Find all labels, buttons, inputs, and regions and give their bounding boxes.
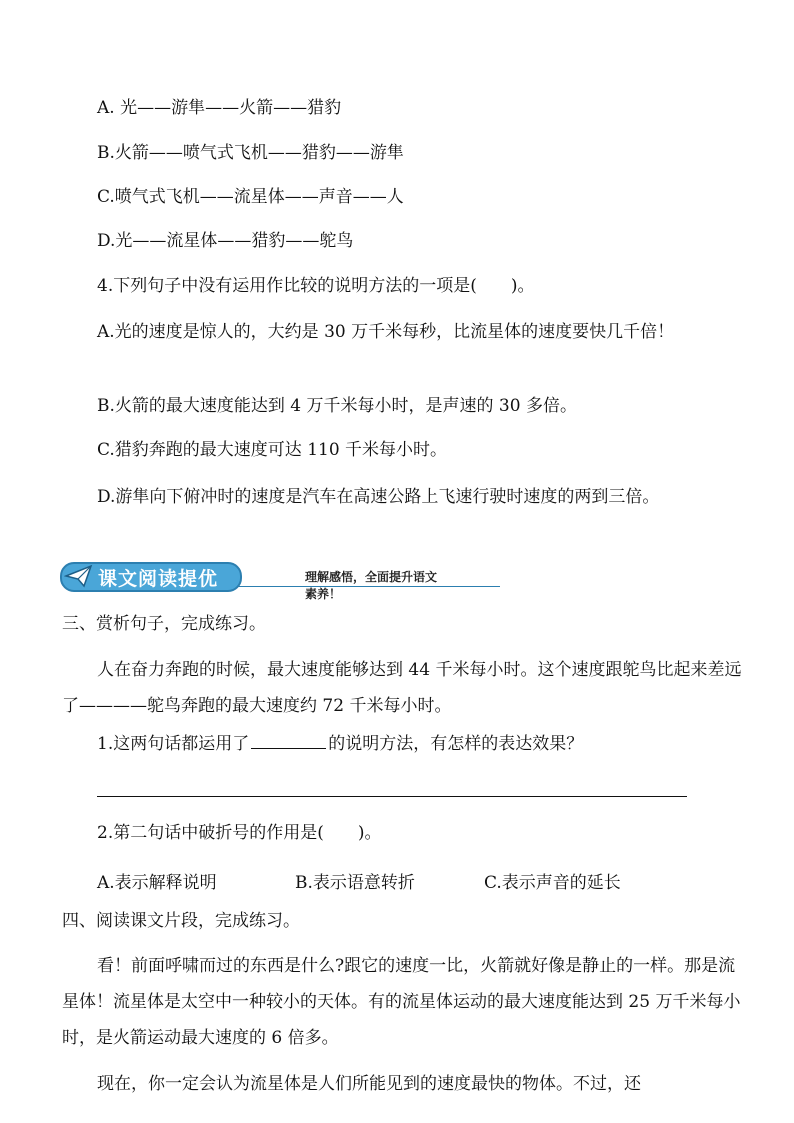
q2-option-b: B.表示语意转折 [295,873,415,893]
q3-option-c: C.喷气式飞机——流星体——声音——人 [97,187,404,207]
section4-paragraph-2: 现在，你一定会认为流星体是人们所能见到的速度最快的物体。不过，还 [97,1074,641,1094]
q3-option-b: B.火箭——喷气式飞机——猎豹——游隼 [97,143,404,163]
q3-option-a: A. 光——游隼——火箭——猎豹 [97,98,342,118]
section3-heading: 三、赏析句子，完成练习。 [62,614,266,634]
q4-stem: 4.下列句子中没有运用作比较的说明方法的一项是( )。 [97,276,535,296]
section4-paragraph-1: 看！前面呼啸而过的东西是什么?跟它的速度一比，火箭就好像是静止的一样。那是流星体！流星体是太空中一种较小的天体。有的流星体运动的最大速度能达到 25 万千米每小时，是火箭运动最大速度的 6 倍多。 [62,956,741,1048]
q2-options-row [97,868,717,893]
q2-option-a: A.表示解释说明 [97,873,217,893]
section3-q1 [97,734,583,754]
q4-option-d: D.游隼向下俯冲时的速度是汽车在高速公路上飞速行驶时速度的两到三倍。 [97,487,660,507]
q4-option-a: A.光的速度是惊人的，大约是 30 万千米每秒，比流星体的速度要快几千倍！ [97,322,675,342]
q4-option-b: B.火箭的最大速度能达到 4 万千米每小时，是声速的 30 多倍。 [97,396,577,416]
banner-title: 课文阅读提优 [98,568,219,590]
q1-text-before: 1.这两句话都运用了 [97,734,250,754]
paper-plane-icon [64,564,94,588]
answer-line[interactable] [97,796,687,797]
q1-text-after: 的说明方法，有怎样的表达效果？ [328,734,584,754]
section3-passage: 人在奋力奔跑的时候，最大速度能够达到 44 千米每小时。这个速度跟鸵鸟比起来差远了————鸵鸟奔跑的最大速度约 72 千米每小时。 [62,660,742,716]
q1-fill-blank[interactable] [251,734,326,749]
q4-option-c: C.猎豹奔跑的最大速度可达 110 千米每小时。 [97,440,448,460]
q2-option-c: C.表示声音的延长 [484,873,621,893]
section3-q2: 2.第二句话中破折号的作用是( )。 [97,823,382,843]
banner-subtitle: 理解感悟，全面提升语文素养！ [305,570,438,601]
section-banner [58,560,448,601]
q3-option-d: D.光——流星体——猎豹——鸵鸟 [97,231,354,251]
section4-heading: 四、阅读课文片段，完成练习。 [62,911,300,931]
